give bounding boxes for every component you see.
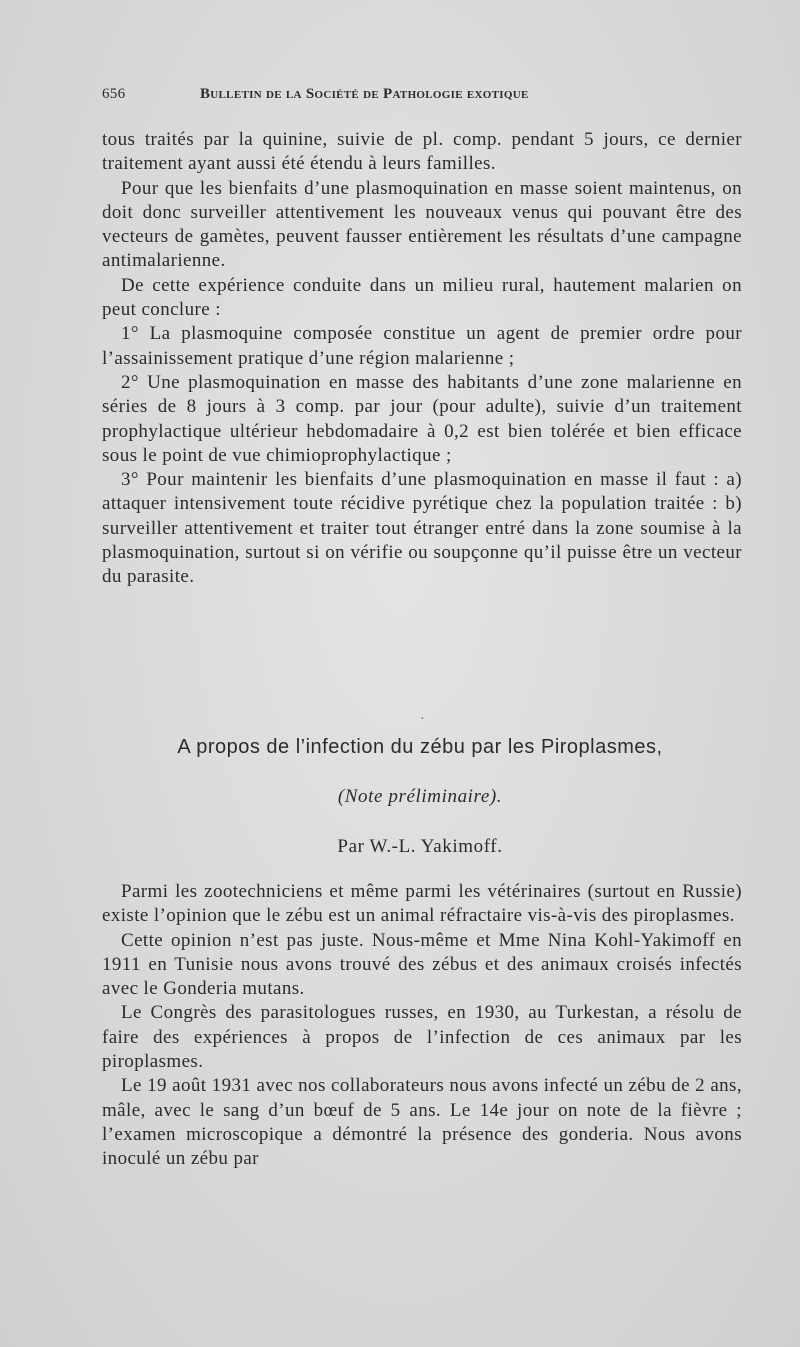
paragraph: 3° Pour maintenir les bienfaits d’une plasmoquination en masse il faut : a) attaquer intensivement toute récidive pyrétique chez la population traitée : b) surveiller attentivement et traiter tout étranger entré dans la zone soumise à la plasmoquination, surtout si on vérifie ou soupçonne qu’il puisse être un vecteur du parasite.: [102, 469, 742, 588]
running-title: Bulletin de la Société de Pathologie exotique: [200, 86, 529, 102]
article-note: (Note préliminaire).: [337, 786, 503, 807]
paragraph: 1° La plasmoquine composée constitue un agent de premier ordre pour l’assainissement pratique d’une région malarienne ;: [102, 323, 742, 369]
paragraph: 2° Une plasmoquination en masse des habitants d’une zone malarienne en séries de 8 jours à 3 comp. par jour (pour adulte), suivie d’un traitement prophylactique ultérieur hebdomadaire à 0,2 est bien tolérée et bien efficace sous le point de vue chimioprophylactique ;: [102, 371, 742, 466]
paragraph: Le Congrès des parasitologues russes, en 1930, au Turkestan, a résolu de faire des expériences à propos de l’infection de ces animaux par les piroplasmes.: [102, 1002, 742, 1073]
paragraph: Parmi les zootechniciens et même parmi les vétérinaires (surtout en Russie) existe l’opinion que le zébu est un animal réfractaire vis-à-vis des piroplasmes.: [102, 881, 742, 927]
article-author: Par W.-L. Yakimoff.: [337, 836, 503, 857]
paragraph: tous traités par la quinine, suivie de pl. comp. pendant 5 jours, ce dernier traitement ayant aussi été étendu à leurs familles.: [102, 129, 742, 175]
paragraph: Le 19 août 1931 avec nos collaborateurs nous avons infecté un zébu de 2 ans, mâle, avec le sang d’un bœuf de 5 ans. Le 14e jour on note de la fièvre ; l’examen microscopique a démontré la présence des gonderia. Nous avons inoculé un zébu par: [102, 1075, 742, 1170]
top-text-block: [102, 128, 742, 590]
paragraph: Cette opinion n’est pas juste. Nous-même et Mme Nina Kohl-Yakimoff en 1911 en Tunisie nous avons trouvé des zébus et des animaux croisés infectés avec le Gonderia mutans.: [102, 929, 742, 1000]
ink-speck: ·: [420, 712, 425, 727]
paragraph: Pour que les bienfaits d’une plasmoquination en masse soient maintenus, on doit donc surveiller attentivement les nouveaux venus qui pouvant être des vecteurs de gamètes, peuvent fausser entièrement les résultats d’une campagne antimalarienne.: [102, 177, 742, 272]
page-number: 656: [102, 86, 126, 102]
article-title: A propos de l’infection du zébu par les Piroplasmes,: [177, 736, 663, 758]
bottom-text-block: [102, 880, 742, 1172]
paragraph: De cette expérience conduite dans un milieu rural, hautement malarien on peut conclure :: [102, 274, 742, 321]
